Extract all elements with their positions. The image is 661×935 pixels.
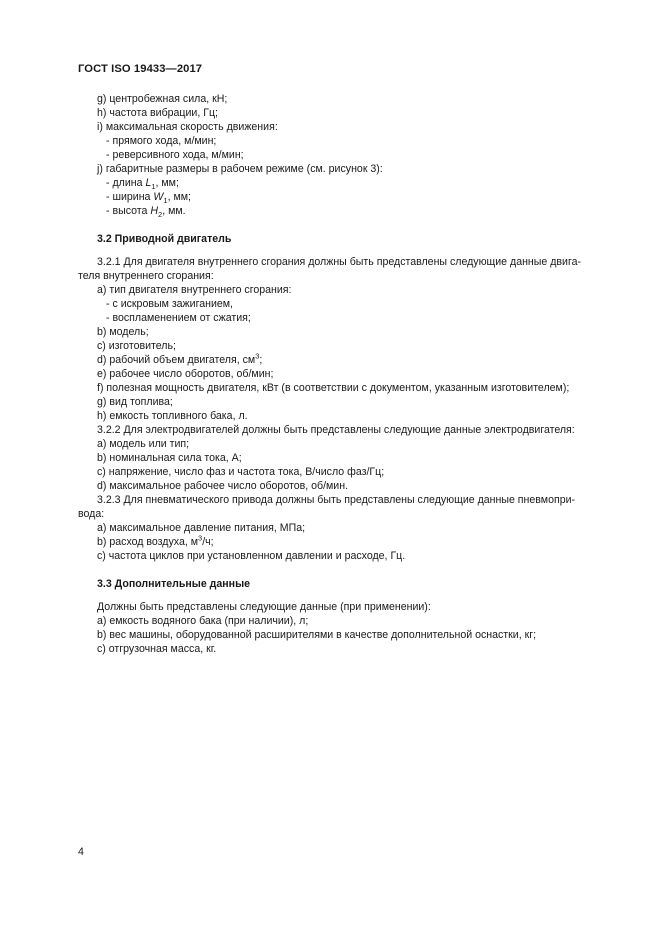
list-subitem: - прямого хода, м/мин; (106, 135, 217, 147)
superscript: 3 (198, 533, 203, 543)
list-item: а) модель или тип; (97, 438, 190, 450)
document-header: ГОСТ ISO 19433—2017 (78, 63, 203, 75)
paragraph-line: 3.2.3 Для пневматического привода должны быть представлены следующие данные пневмопри- (97, 494, 576, 506)
superscript: 3 (255, 351, 260, 361)
paragraph-line: 3.2.1 Для двигателя внутреннего сгорания должны быть представлены следующие данные двига- (97, 256, 582, 268)
text: - высота (106, 205, 151, 217)
list-item: b) вес машины, оборудованной расширителями в качестве дополнительной оснастки, кг; (97, 629, 537, 641)
page-number: 4 (78, 846, 84, 858)
variable: W (153, 191, 164, 203)
variable: L (145, 177, 152, 189)
text: , мм; (155, 177, 179, 189)
paragraph-line: Должны быть представлены следующие данные (при применении): (97, 601, 431, 613)
list-item: а) емкость водяного бака (при наличии), л; (97, 615, 309, 627)
list-item: b) номинальная сила тока, А; (97, 452, 242, 464)
text: , мм; (167, 191, 191, 203)
list-item (97, 353, 617, 367)
text: d) рабочий объем двигателя, см (97, 354, 256, 366)
list-item: h) частота вибрации, Гц; (97, 107, 218, 119)
list-block-3-1 (97, 92, 617, 218)
list-subitem (97, 190, 617, 204)
list-item: а) тип двигателя внутреннего сгорания: (97, 284, 292, 296)
list-item: а) максимальное давление питания, МПа; (97, 522, 306, 534)
list-item: i) максимальная скорость движения: (97, 121, 278, 133)
subscript: 1 (151, 182, 156, 192)
list-item (97, 535, 617, 549)
list-item: e) рабочее число оборотов, об/мин; (97, 368, 274, 380)
text: ; (259, 354, 263, 366)
section-3-2-body (78, 255, 617, 563)
page-content (78, 92, 617, 656)
paragraph-line: теля внутреннего сгорания: (78, 270, 214, 282)
text: b) расход воздуха, м (97, 536, 199, 548)
subscript: 2 (158, 210, 163, 220)
list-item: с) частота циклов при установленном давлении и расходе, Гц. (97, 550, 406, 562)
variable: H (150, 205, 159, 217)
list-item: b) модель; (97, 326, 149, 338)
section-heading: 3.3 Дополнительные данные (97, 578, 251, 590)
text: /ч; (202, 536, 214, 548)
list-subitem: - с искровым зажиганием, (106, 298, 233, 310)
subscript: 1 (163, 196, 168, 206)
list-subitem: - реверсивного хода, м/мин; (106, 149, 244, 161)
section-heading: 3.2 Приводной двигатель (97, 233, 232, 245)
section-3-3-body (97, 600, 617, 656)
list-item: g) центробежная сила, кН; (97, 93, 228, 105)
list-item: с) отгрузочная масса, кг. (97, 643, 217, 655)
list-item: f) полезная мощность двигателя, кВт (в соответствии с документом, указанным изготовителем); (97, 382, 570, 394)
text: - длина (106, 177, 146, 189)
paragraph-line: 3.2.2 Для электродвигателей должны быть представлены следующие данные электродвигателя: (97, 424, 575, 436)
list-item: с) напряжение, число фаз и частота тока, В/число фаз/Гц; (97, 466, 385, 478)
list-item: j) габаритные размеры в рабочем режиме (см. рисунок 3): (97, 163, 383, 175)
text: , мм. (162, 205, 186, 217)
list-subitem: - воспламенением от сжатия; (106, 312, 251, 324)
list-item: g) вид топлива; (97, 396, 173, 408)
list-item: с) изготовитель; (97, 340, 176, 352)
text: - ширина (106, 191, 154, 203)
list-subitem (97, 176, 617, 190)
list-subitem (97, 204, 617, 218)
list-item: h) емкость топливного бака, л. (97, 410, 248, 422)
list-item: d) максимальное рабочее число оборотов, об/мин. (97, 480, 349, 492)
paragraph-line: вода: (78, 508, 105, 520)
